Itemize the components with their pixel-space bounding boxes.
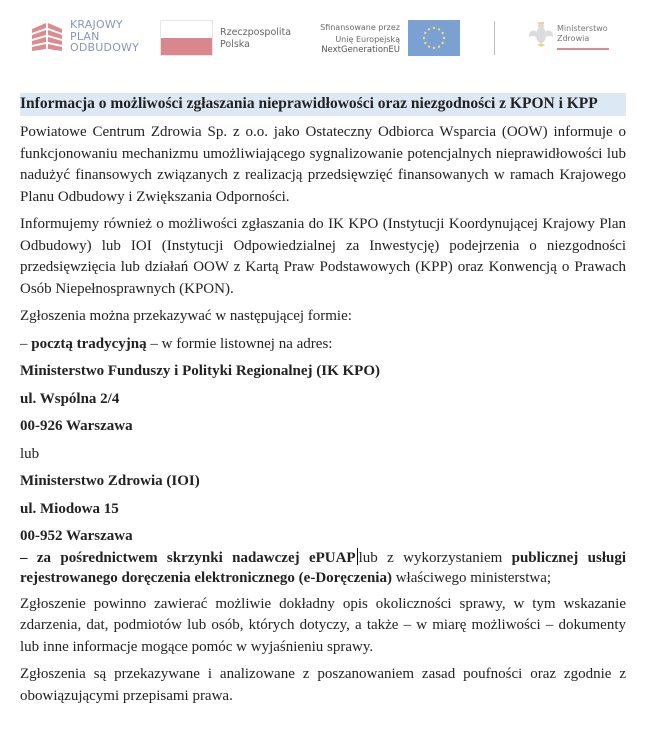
paragraph-content-requirements: Zgłoszenie powinno zawierać możliwie dokładny opis okoliczności sprawy, w tym wskazanie zdarzenia, dat, podmiotów lub osób, których dotyczy, a także – w miarę możliwości – dokumenty lub inne informacje mogące pomóc w wyjaśnieniu sprawy. (20, 595, 626, 655)
kpo-line-3: ODBUDOWY (70, 41, 140, 54)
document-body (20, 93, 626, 713)
edoreczenia-label: publicznej usługi rejestrowanego doręczenia elektronicznego (e-Doręczenia) (20, 549, 627, 586)
kpo-logo-text (70, 19, 139, 54)
address1-street: ul. Wspólna 2/4 (20, 390, 120, 407)
logo-bar (0, 0, 650, 80)
eu-flag-icon (408, 20, 460, 56)
mz-accent-line (557, 48, 609, 50)
postal-desc: – w formie listownej na adres: (146, 335, 333, 352)
epuap-option (20, 548, 626, 588)
address1-name: Ministerstwo Funduszy i Polityki Regionalnej (IK KPO) (20, 363, 380, 379)
address2-street: ul. Miodowa 15 (20, 500, 119, 517)
postal-option (20, 334, 626, 356)
kpo-line-1: KRAJOWY (70, 18, 123, 31)
polish-eagle-icon (528, 21, 554, 49)
logo-divider (494, 21, 495, 55)
paragraph-confidentiality: Zgłoszenia są przekazywane i analizowane z poszanowaniem zasad poufności oraz zgodnie z obowiązującymi przepisami prawa. (20, 666, 626, 704)
eu-line-2: Unię Europejską (335, 34, 400, 44)
address2-city: 00-952 Warszawa (20, 528, 133, 544)
eu-logo-text (300, 22, 400, 57)
forms-intro: Zgłoszenia można przekazywać w następującej formie: (20, 308, 352, 324)
address1-city: 00-926 Warszawa (20, 418, 133, 434)
postal-dash: – (20, 335, 32, 352)
eu-line-3: NextGenerationEU (321, 45, 400, 55)
epuap-desc-2: właściwego ministerstwa; (391, 569, 552, 586)
rp-line-1: Rzeczpospolita (220, 27, 292, 38)
paragraph-ik-kpo: Informujemy również o możliwości zgłaszania do IK KPO (Instytucji Koordynującej Krajowy Plan Odbudowy) lub IOI (Instytucji Odpowiedzialnej za Inwestycję) podejrzenia o niezgodności przedsięwzięcia lub działań OOW z Kartą Praw Podstawowych (KPP) oraz Konwencją o Prawach Osób Niepełnosprawnych (KPON). (20, 216, 626, 297)
kpo-building-icon (30, 21, 64, 55)
kpo-line-2: PLAN (70, 29, 100, 43)
document-title: Informacja o możliwości zgłaszania nieprawidłowości oraz niezgodności z KPON i KPP (20, 93, 626, 116)
polish-flag-icon (160, 20, 213, 56)
mz-line-2: Zdrowia (557, 34, 590, 43)
paragraph-intro: Powiatowe Centrum Zdrowia Sp. z o.o. jako Ostateczny Odbiorca Wsparcia (OOW) informuje o funkcjonowaniu mechanizmu umożliwiającego sygnalizowanie potencjalnych nieprawidłowości lub nadużyć finansowych związanych z realizacją przedsięwzięć finansowanych w ramach Krajowego Planu Odbudowy i Zwiększania Odporności. (20, 124, 626, 205)
mz-line-1: Ministerstwo (557, 24, 608, 33)
epuap-desc-1: lub z wykorzystaniem (358, 549, 512, 566)
epuap-label: – za pośrednictwem skrzynki nadawczej ePUAP (20, 549, 356, 566)
rp-logo-text (220, 27, 291, 51)
text-cursor (357, 548, 358, 565)
rp-line-2: Polska (220, 39, 250, 50)
eu-line-1: Sfinansowane przez (320, 23, 400, 32)
mz-logo-text (557, 24, 608, 44)
or-text: lub (20, 445, 40, 462)
address2-name: Ministerstwo Zdrowia (IOI) (20, 473, 200, 489)
postal-label: pocztą tradycyjną (31, 335, 147, 352)
